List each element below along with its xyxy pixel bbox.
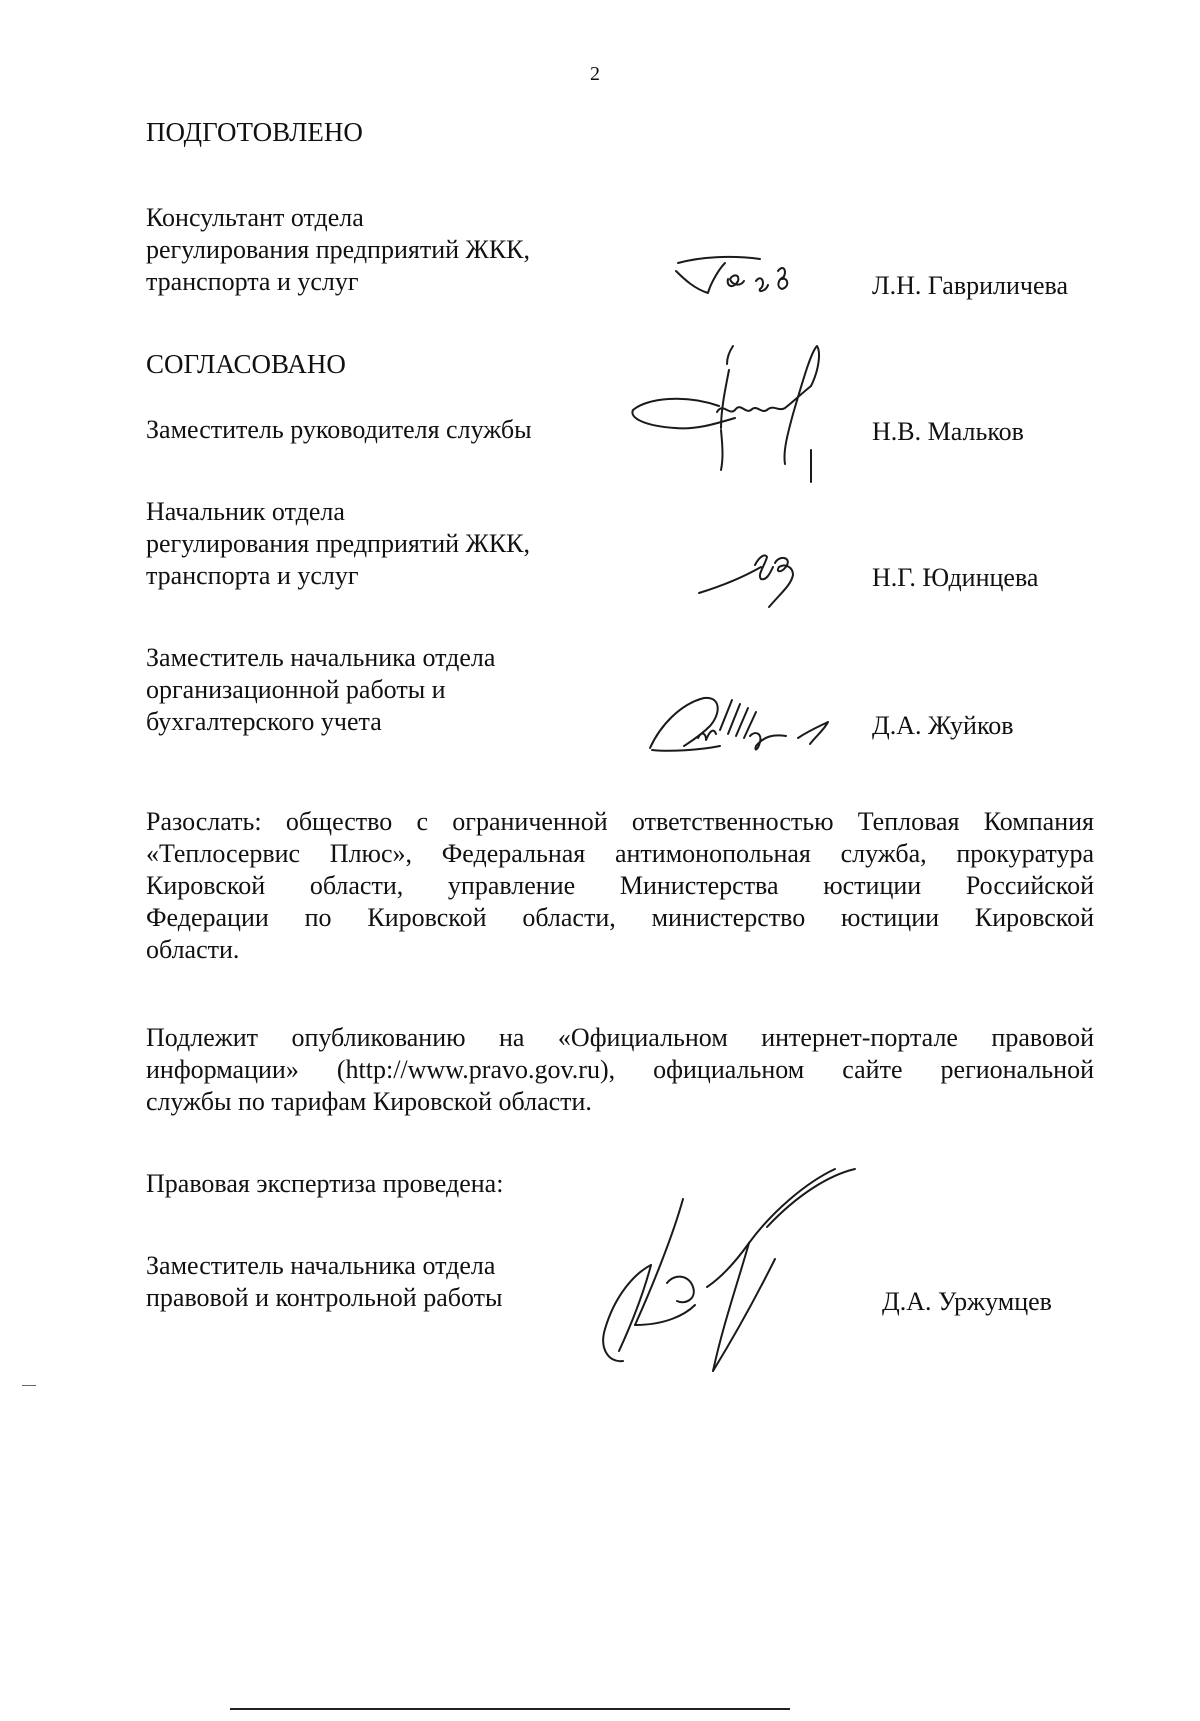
position-line: транспорта и услуг	[146, 267, 359, 296]
distribution-paragraph	[146, 806, 1094, 966]
position-line: Заместитель начальника отдела	[146, 1251, 496, 1280]
footer-rule	[230, 1708, 790, 1710]
position-line: транспорта и услуг	[146, 561, 359, 590]
signature-urzhumtsev	[535, 1165, 875, 1395]
prepared-name: Л.Н. Гавриличева	[872, 271, 1069, 300]
position-line: регулирования предприятий ЖКК,	[146, 235, 531, 264]
position-line: Заместитель руководителя службы	[146, 415, 532, 444]
position-line: правовой и контрольной работы	[146, 1283, 503, 1312]
position-line: Начальник отдела	[146, 497, 345, 526]
paragraph-line: «Теплосервис Плюс», Федеральная антимонопольная служба, прокуратура	[146, 839, 1094, 868]
signature-yudintseva	[695, 545, 815, 615]
signatory-name: Н.Г. Юдинцева	[872, 563, 1039, 592]
publication-paragraph	[146, 1022, 1094, 1118]
signature-zhuikov	[640, 690, 870, 760]
legal-review-heading: Правовая экспертиза проведена:	[146, 1169, 504, 1198]
prepared-heading: ПОДГОТОВЛЕНО	[146, 117, 363, 147]
signatory-name: Н.В. Мальков	[872, 417, 1024, 446]
margin-mark	[22, 1385, 36, 1386]
position-line: регулирования предприятий ЖКК,	[146, 529, 531, 558]
paragraph-line: Кировской области, управление Министерства юстиции Российской	[146, 871, 1094, 900]
signature-malkov	[625, 340, 885, 490]
paragraph-line: Федерации по Кировской области, министерство юстиции Кировской	[146, 903, 1094, 932]
paragraph-line: Подлежит опубликованию на «Официальном интернет-портале правовой	[146, 1023, 1094, 1052]
paragraph-line: Разослать: общество с ограниченной ответственностью Тепловая Компания	[146, 807, 1094, 836]
position-line: бухгалтерского учета	[146, 707, 382, 736]
signatory-name: Д.А. Жуйков	[872, 711, 1014, 740]
paragraph-line: информации» (http://www.pravo.gov.ru), официальном сайте региональной	[146, 1055, 1094, 1084]
agreed-heading: СОГЛАСОВАНО	[146, 349, 346, 379]
position-line: Заместитель начальника отдела	[146, 643, 496, 672]
legal-review-name: Д.А. Уржумцев	[882, 1287, 1052, 1316]
signature-gavrilicheva	[670, 245, 820, 305]
position-line: Консультант отдела	[146, 203, 364, 232]
paragraph-line: службы по тарифам Кировской области.	[146, 1087, 592, 1116]
position-line: организационной работы и	[146, 675, 446, 704]
paragraph-line: области.	[146, 935, 240, 964]
page-number: 2	[590, 63, 600, 85]
